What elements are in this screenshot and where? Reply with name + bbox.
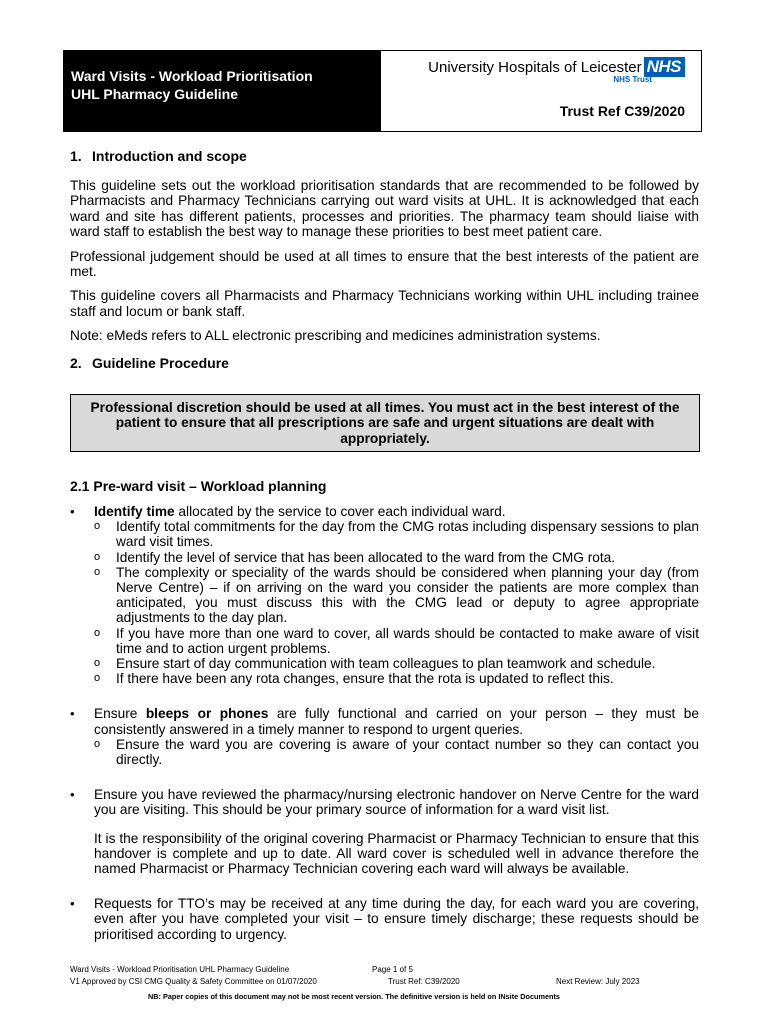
sub-list-item: o The complexity or speciality of the wards should be considered when planning your day (from Nerve Centre) – if on arriving on the ward you consider the patients are more complex than anticipated, you must discuss this with the CMG lead or deputy to agree appropriate adjustments to the day plan.	[94, 564, 699, 626]
bullet-icon: •	[70, 896, 75, 912]
bullet-icon: •	[70, 504, 75, 519]
section2-1-heading: 2.1 Pre-ward visit – Workload planning	[70, 478, 327, 494]
list-item: • Identify time allocated by the service to cover each individual ward. o Identify total commitments for the day from the CMG rotas including dispensary sessions to plan ward visit times. o Identify the level of service that has been allocated to the ward from the CMG rota. o The complexity or speciality of the wards should be considered when planning your day (from Nerve Centre) – if on arriving on the ward you consider the patients are more complex than anticipated, you must discuss this with the CMG lead or deputy to agree appropriate adjustments to the day plan. o If you have more than one ward to cover, all wards should be contacted to make aware of visit time and to action urgent problems. o Ensure start of day communication with team colleagues to plan teamwork and schedule. o If there have been any rota changes, ensure that the rota is updated to reflect this.	[70, 504, 699, 687]
section-introduction	[70, 148, 699, 372]
notice-box: Professional discretion should be used at all times. You must act in the best interest of the patient to ensure that all prescriptions are safe and urgent situations are dealt with appropriately.	[70, 394, 700, 452]
nhs-trust-label: NHS Trust	[613, 75, 652, 84]
circle-bullet-icon: o	[94, 626, 101, 639]
footer-approval: V1 Approved by CSI CMG Quality & Safety Committee on 01/07/2020	[70, 977, 317, 986]
intro-paragraph-1: This guideline sets out the workload prioritisation standards that are recommended to be followed by Pharmacists and Pharmacy Technicians carrying out ward visits at UHL. It is acknowledged that each ward and site has different patients, processes and priorities. The pharmacy team should liaise with ward staff to establish the best way to manage these priorities to best meet patient care.	[70, 178, 699, 240]
intro-paragraph-4: Note: eMeds refers to ALL electronic prescribing and medicines administration systems.	[70, 328, 601, 344]
circle-bullet-icon: o	[94, 565, 101, 578]
header-title-block	[64, 51, 381, 131]
document-header	[63, 50, 702, 132]
procedure-list	[70, 504, 699, 942]
intro-paragraph-3: This guideline covers all Pharmacists and Pharmacy Technicians working within UHL including trainee staff and locum or bank staff.	[70, 288, 699, 319]
document-title-line1: Ward Visits - Workload Prioritisation	[71, 68, 313, 84]
handover-paragraph: It is the responsibility of the original covering Pharmacist or Pharmacy Technician to ensure that this handover is complete and up to date. All ward cover is scheduled well in advance therefore the named Pharmacist or Pharmacy Technician covering each ward will always be available.	[94, 830, 699, 877]
org-logo	[428, 57, 685, 77]
list-item: • Ensure you have reviewed the pharmacy/nursing electronic handover on Nerve Centre for the ward you are visiting. This should be your primary source of information for a ward visit list. It is the responsibility of the original covering Pharmacist or Pharmacy Technician to ensure that this handover is complete and up to date. All ward cover is scheduled well in advance therefore the named Pharmacist or Pharmacy Technician covering each ward will always be available.	[70, 787, 699, 877]
list-item: • Requests for TTO’s may be received at any time during the day, for each ward you are covering, even after you have completed your visit – to ensure timely discharge; these requests should be prioritised according to urgency.	[70, 896, 699, 942]
nhs-logo-icon: NHS	[644, 57, 685, 77]
sub-list-item: o If there have been any rota changes, ensure that the rota is updated to reflect this.	[94, 671, 614, 687]
circle-bullet-icon: o	[94, 737, 101, 750]
sub-list-item: o Identify total commitments for the day from the CMG rotas including dispensary sessions to plan ward visit times.	[94, 519, 699, 550]
circle-bullet-icon: o	[94, 520, 101, 533]
list-item: • Ensure bleeps or phones are fully functional and carried on your person – they must be consistently answered in a timely manner to respond to urgent queries. o Ensure the ward you are covering is aware of your contact number so they can contact you directly.	[70, 706, 699, 768]
circle-bullet-icon: o	[94, 550, 101, 563]
footer-trust-ref: Trust Ref: C39/2020	[388, 977, 460, 986]
intro-paragraph-2: Professional judgement should be used at all times to ensure that the best interests of the patient are met.	[70, 248, 699, 280]
org-name: University Hospitals of Leicester	[428, 59, 642, 76]
header-org-block	[381, 51, 701, 131]
footer-page-number: Page 1 of 5	[372, 965, 413, 974]
trust-reference: Trust Ref C39/2020	[559, 103, 685, 119]
footer-next-review: Next Review: July 2023	[556, 977, 640, 986]
footer-note: NB: Paper copies of this document may not be most recent version. The definitive version is held on INsite Documents	[148, 992, 560, 1001]
circle-bullet-icon: o	[94, 657, 101, 670]
section2-heading: 2. Guideline Procedure	[70, 354, 229, 371]
sub-list-item: o If you have more than one ward to cover, all wards should be contacted to make aware of visit time and to action urgent problems.	[94, 625, 699, 656]
sub-list-item: o Ensure start of day communication with team colleagues to plan teamwork and schedule.	[94, 656, 656, 672]
document-footer	[70, 964, 710, 988]
footer-doc-title: Ward Visits - Workload Prioritisation UHL Pharmacy Guideline	[70, 965, 290, 974]
bullet-icon: •	[70, 787, 75, 803]
sub-list-item: o Identify the level of service that has been allocated to the ward from the CMG rota.	[94, 549, 616, 565]
document-title-line2: UHL Pharmacy Guideline	[71, 86, 239, 102]
bullet-icon: •	[70, 706, 75, 722]
section1-heading: 1. Introduction and scope	[70, 148, 247, 164]
circle-bullet-icon: o	[94, 672, 101, 685]
sub-list-item: o Ensure the ward you are covering is aware of your contact number so they can contact you directly.	[94, 736, 699, 768]
section2-1	[70, 478, 699, 495]
